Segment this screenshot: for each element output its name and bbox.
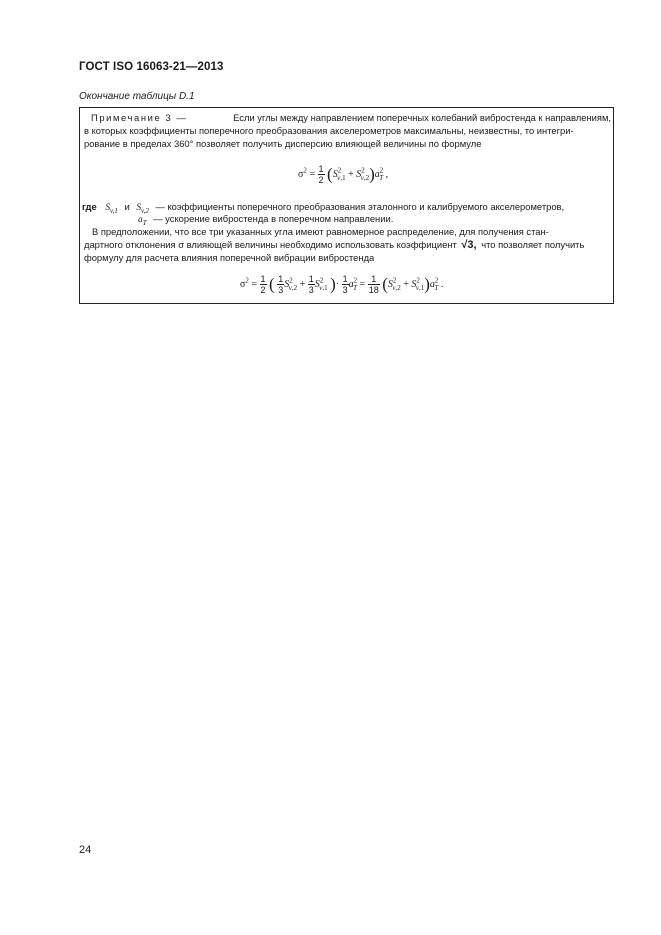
para-2-line-2: дартного отклонения σ влияющей величины необходимо использовать коэффициент √3, что позволяет получить: [84, 239, 585, 251]
note-line-3: рование в пределах 360° позволяет получить дисперсию влияющей величины по формуле: [84, 138, 482, 149]
formula-variance-1: $\sigma^2$ = $\frac{1}{2}$ $(S^2_{v,1} + S^2_{v,2})a^2_T$ ,: [298, 164, 389, 185]
page-number: 24: [79, 844, 92, 856]
where-definition-1: где $S_{v,1}$ и $S_{v,2}$ — коэффициенты поперечного преобразования эталонного и калибруемого акселерометров,: [82, 201, 565, 215]
para-2-line-1: В предположении, что все три указанных угла имеют равномерное распределение, для получения стан-: [92, 226, 549, 237]
note-line-1-text: Если углы между направлением поперечных колебаний вибростенда к направлениям,: [233, 112, 611, 123]
document-code: ГОСТ ISO 16063-21—2013: [79, 61, 224, 73]
note-table-cell: [79, 107, 614, 304]
note-lead: Примечание 3 —: [91, 112, 188, 123]
note-line-2: в которых коэффициенты поперечного преобразования акселерометров максимальны, неизвестны, то интегри-: [84, 125, 574, 136]
para-2-line-3: формулу для расчета влияния поперечной вибрации вибростенда: [84, 252, 375, 263]
formula-variance-2: $\sigma^2$ = $\frac{1}{2}$ ( $\frac{1}{3}$ $S^2_{v,2}$ + $\frac{1}{3}$ $S^2_{v,1}$ )· $\frac{1}{3}$ $a^2_T$ = $\frac{1}{18}$ $(S^2_{v,2} + S^2_{v,1})a^2_T$ .: [240, 274, 444, 295]
table-continuation-caption: Окончание таблицы D.1: [79, 91, 195, 102]
where-definition-2: $a_T$ — ускорение вибростенда в поперечном направлении.: [138, 213, 394, 227]
note-line-1: [84, 112, 611, 124]
sqrt-coefficient: √3,: [461, 239, 477, 251]
